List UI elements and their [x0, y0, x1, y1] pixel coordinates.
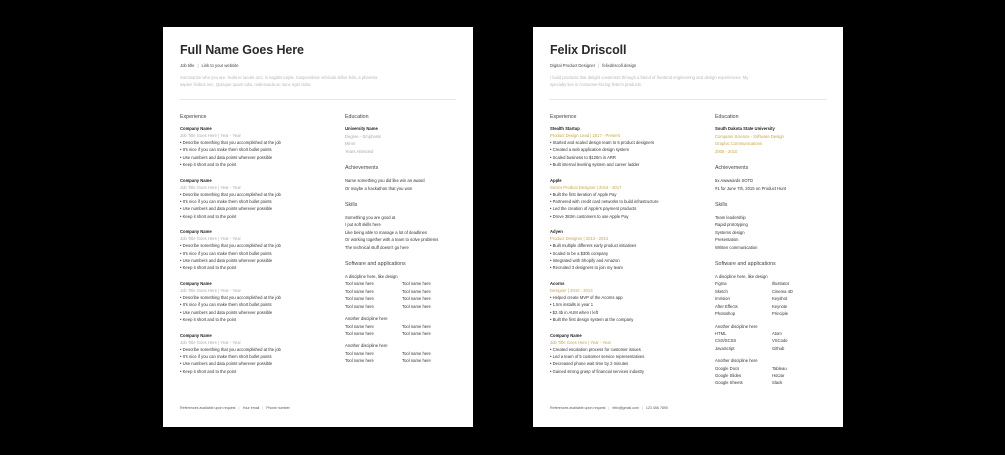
- tool-item: Tool name here: [345, 303, 374, 309]
- job-bullet: • Recruited 3 designers to join my team: [550, 265, 623, 271]
- company-name: Company Name: [180, 177, 212, 183]
- job-bullet: • 1.5m installs in year 1: [550, 302, 594, 308]
- job-bullet: • Keep it short and to the point: [180, 162, 237, 168]
- skill-item: Something you are good at: [345, 215, 396, 221]
- tool-item: Tool name here: [402, 323, 431, 329]
- company-name: Stealth Startup: [550, 126, 580, 131]
- tool-item: Keynote: [772, 303, 788, 309]
- years-attended: Years Attended: [345, 148, 374, 154]
- discipline-title: Another discipline here: [715, 358, 758, 364]
- discipline-title: Another discipline here: [715, 323, 758, 329]
- skill-item: Written communication: [715, 244, 758, 250]
- discipline-title: Another discipline here: [345, 343, 388, 349]
- job-entry: [550, 126, 705, 169]
- job-entry: [180, 178, 335, 221]
- tool-item: JavaScript: [715, 345, 735, 351]
- tool-item: Tool name here: [402, 296, 431, 302]
- tool-item: Tool name here: [345, 296, 374, 302]
- job-bullet: • Describe something that you accomplished at the job: [180, 243, 281, 249]
- job-bullet: • Led the creation of Apple's payment products: [550, 206, 637, 212]
- tool-item: Tool name here: [402, 281, 431, 287]
- job-bullet: • Integrated with Shopify and Amazon: [550, 258, 620, 264]
- summary: I build products that delight customers through a blend of frontend engineering and design experiences. My specialty lies in consumer-facing fintech products.: [550, 75, 749, 87]
- company-name: Adyen: [550, 229, 563, 235]
- spacer: [345, 192, 465, 202]
- company-name: Company Name: [550, 332, 582, 338]
- education-heading: Education: [715, 114, 739, 120]
- job-entry: [180, 229, 335, 272]
- tool-item: Photoshop: [715, 311, 736, 317]
- achievement-item: #1 for June 7th, 2015 on Product Hunt: [715, 185, 787, 191]
- skills-heading: Skills: [345, 202, 358, 209]
- job-bullet: • Scaled business to $120m in ARR: [550, 154, 616, 160]
- company-name: Company Name: [180, 332, 212, 338]
- company-name: Company Name: [180, 280, 212, 286]
- spacer: [345, 251, 465, 261]
- job-role: Senior Product Designer | 2014 - 2017: [550, 184, 622, 190]
- separator: |: [608, 406, 610, 410]
- job-bullet: • Partnered with credit card networks to build infrastructure: [550, 199, 659, 205]
- achievements-heading: Achievements: [345, 165, 379, 172]
- references-note: References available upon request: [550, 406, 606, 410]
- resume-header: [180, 43, 456, 88]
- tool-item: Cinema 4D: [772, 288, 793, 294]
- phone: 123 456 7890: [645, 406, 668, 410]
- job-role: Job Title Goes Here | Year - Year: [550, 339, 611, 345]
- job-title: Digital Product Designer: [550, 63, 596, 68]
- tool-item: Tool name here: [345, 281, 374, 287]
- full-name: Full Name Goes Here: [180, 43, 304, 57]
- job-role: Job Title Goes Here | Year - Year: [180, 133, 241, 138]
- separator: |: [641, 406, 643, 410]
- tool-item: Keyshot: [772, 296, 788, 302]
- company-name: Company Name: [180, 229, 212, 235]
- job-bullet: • Built the first iteration of Apple Pay: [550, 191, 617, 197]
- separator: |: [197, 63, 199, 68]
- education-entry: [715, 126, 835, 155]
- experience-heading: Experience: [550, 114, 577, 120]
- tool-item: Tool name here: [345, 288, 374, 294]
- skills-heading: Skills: [715, 202, 728, 209]
- job-bullet: • Use numbers and data points wherever possible: [180, 206, 273, 212]
- years-attended: 2005 - 2010: [715, 148, 738, 154]
- job-bullet: • Scaled to be a $30b company: [550, 250, 609, 256]
- job-role: Job Title Goes Here | Year - Year: [180, 339, 241, 345]
- job-entry: [180, 333, 335, 376]
- company-name: Apple: [550, 177, 562, 183]
- resume-footer: [180, 406, 290, 410]
- job-bullet: • Describe something that you accomplished at the job: [180, 191, 281, 197]
- tool-item: HTML: [715, 330, 727, 336]
- skill-item: Team leadership: [715, 215, 746, 221]
- spacer: [715, 192, 835, 202]
- minor: Minor: [345, 141, 356, 147]
- job-entry: [550, 178, 705, 221]
- separator: |: [238, 406, 240, 410]
- achievements-heading: Achievements: [715, 165, 749, 172]
- job-bullet: • $2.4b in AUM when I left: [550, 309, 599, 315]
- resume-footer: [550, 406, 668, 410]
- job-bullet: • Use numbers and data points wherever possible: [180, 258, 273, 264]
- job-bullet: • Keep it short and to the point: [180, 368, 237, 374]
- job-title: Job title: [180, 63, 195, 68]
- tool-item: Tool name here: [402, 358, 431, 364]
- education-heading: Education: [345, 114, 369, 120]
- job-bullet: • Describe something that you accomplished at the job: [180, 140, 281, 145]
- job-bullet: • Use numbers and data points wherever possible: [180, 154, 273, 160]
- achievement-item: 5x Awwwards SOTD: [715, 178, 754, 184]
- job-entry: [550, 333, 705, 376]
- job-bullet: • It's nice if you can make them short bullet points: [180, 353, 272, 359]
- discipline-title: A discipline here, like design: [715, 274, 768, 280]
- tool-item: InVision: [715, 296, 730, 302]
- tool-grid: [345, 350, 465, 365]
- school-name: University Name: [345, 126, 378, 131]
- degree: Computer Science - Software Design: [715, 134, 784, 139]
- experience-heading: Experience: [180, 114, 207, 120]
- job-bullet: • Use numbers and data points wherever possible: [180, 309, 273, 315]
- subtitle-line: [180, 63, 456, 68]
- separator: |: [262, 406, 264, 410]
- job-role: Product Design Lead | 2017 - Present: [550, 133, 620, 138]
- job-entry: [180, 126, 335, 169]
- job-bullet: • Started and scaled design team to 6 product designers: [550, 140, 655, 145]
- tool-item: After Effects: [715, 303, 738, 309]
- full-name: Felix Driscoll: [550, 43, 627, 57]
- job-bullet: • Describe something that you accomplished at the job: [180, 346, 281, 352]
- tool-item: Tableau: [772, 365, 787, 371]
- skill-item: Rapid prototyping: [715, 222, 748, 228]
- skill-item: Systems design: [715, 229, 745, 235]
- job-bullet: • Use numbers and data points wherever possible: [180, 361, 273, 367]
- job-entry: [180, 281, 335, 324]
- tool-item: Tool name here: [345, 323, 374, 329]
- tool-item: Google Slides: [715, 372, 742, 378]
- job-bullet: • Keep it short and to the point: [180, 317, 237, 323]
- tool-item: Tool name here: [345, 358, 374, 364]
- software-heading: Software and applications: [345, 261, 406, 268]
- tool-item: Google Sheets: [715, 380, 743, 386]
- tool-item: Tool name here: [402, 288, 431, 294]
- experience-column: [180, 114, 335, 384]
- website-link[interactable]: felixdriscoll.design: [602, 63, 637, 68]
- discipline-title: Another discipline here: [345, 316, 388, 322]
- tool-grid: [715, 280, 835, 317]
- references-note: References available upon request: [180, 406, 236, 410]
- summary: Summarize who you are. Nulla et iaculis orci, in sagittis turpis. Suspendisse vehicula tellus felis, a pharetra sapien finibus nec. Quisque quam odio, malesuada ac nunc eget dolor.: [180, 75, 378, 87]
- job-entry: [550, 281, 705, 324]
- tool-item: CSS/SCSS: [715, 338, 737, 344]
- spacer: [715, 155, 835, 165]
- divider: [180, 99, 456, 100]
- tool-item: Google Docs: [715, 365, 740, 371]
- tool-item: Tool name here: [402, 330, 431, 336]
- job-entry: [550, 229, 705, 272]
- job-bullet: • Gained strong grasp of financial services industry: [550, 368, 645, 374]
- job-bullet: • Keep it short and to the point: [180, 265, 237, 271]
- skill-item: The technical stuff doesn't go here: [345, 244, 409, 250]
- job-bullet: • It's nice if you can make them short bullet points: [180, 250, 272, 256]
- tool-grid: [715, 365, 835, 387]
- job-role: Product Designer | 2013 - 2014: [550, 236, 609, 242]
- job-role: Job Title Goes Here | Year - Year: [180, 287, 241, 293]
- job-bullet: • It's nice if you can make them short bullet points: [180, 147, 272, 153]
- tool-item: Tool name here: [402, 303, 431, 309]
- tool-item: Atom: [772, 330, 782, 336]
- divider: [550, 99, 826, 100]
- job-bullet: • Built multiple different early product initiatives: [550, 243, 637, 249]
- job-role: Job Title Goes Here | Year - Year: [180, 236, 241, 242]
- job-bullet: • Helped create MVP of the Acorns app: [550, 294, 623, 300]
- job-bullet: • Drove 383m customers to use Apple Pay: [550, 213, 629, 219]
- job-bullet: • Created escalation process for customer issues: [550, 346, 641, 352]
- side-column: [715, 114, 835, 387]
- job-bullet: • It's nice if you can make them short bullet points: [180, 199, 272, 205]
- skill-item: I put soft skills here: [345, 222, 381, 228]
- tool-item: Principle: [772, 311, 789, 317]
- discipline-title: A discipline here, like design: [345, 274, 398, 280]
- tool-item: Slack: [772, 380, 783, 386]
- tool-item: Tool name here: [345, 350, 374, 356]
- skill-item: Or working together with a team to solve problems: [345, 237, 439, 243]
- email: felix@gmail.com: [612, 406, 639, 410]
- side-column: [345, 114, 465, 365]
- company-name: Acorns: [550, 280, 565, 286]
- tool-item: VSCode: [772, 338, 788, 344]
- skill-item: Like being able to manage a lot of deadlines: [345, 229, 427, 235]
- tool-grid: [715, 330, 835, 352]
- website-link[interactable]: Link to your website: [201, 63, 239, 68]
- job-role: Job Title Goes Here | Year - Year: [180, 184, 241, 190]
- resume-header: [550, 43, 826, 88]
- subtitle-line: [550, 63, 826, 68]
- job-role: Designer | 2010 - 2013: [550, 287, 593, 293]
- job-bullet: • Created a web application design system: [550, 147, 629, 153]
- resume-example-page: [533, 27, 843, 427]
- phone: Phone number: [266, 406, 290, 410]
- job-bullet: • Decreased phone wait time by 2 minutes: [550, 361, 629, 367]
- tool-item: Github: [772, 345, 785, 351]
- job-bullet: • It's nice if you can make them short bullet points: [180, 302, 272, 308]
- school-name: South Dakota State University: [715, 126, 775, 131]
- spacer: [345, 155, 465, 165]
- job-bullet: • Keep it short and to the point: [180, 213, 237, 219]
- achievement-item: Or maybe a hackathon that you won: [345, 185, 413, 191]
- job-bullet: • Led a team of 5 customer service representatives: [550, 353, 645, 359]
- job-bullet: • Describe something that you accomplished at the job: [180, 294, 281, 300]
- email: Your email: [242, 406, 260, 410]
- experience-column: [550, 114, 705, 384]
- separator: |: [598, 63, 600, 68]
- minor: Graphic Communications: [715, 141, 763, 147]
- education-entry: [345, 126, 465, 155]
- tool-grid: [345, 323, 465, 338]
- tool-item: Tool name here: [402, 350, 431, 356]
- degree: Degree - Emphasis: [345, 134, 381, 139]
- company-name: Company Name: [180, 126, 212, 131]
- job-bullet: • Built internal leveling system and career ladder: [550, 162, 640, 168]
- tool-item: Tool name here: [345, 330, 374, 336]
- software-heading: Software and applications: [715, 261, 776, 268]
- resume-template-page: [163, 27, 473, 427]
- job-bullet: • Built the first design system at the company: [550, 317, 634, 323]
- spacer: [715, 251, 835, 261]
- tool-item: HotJar: [772, 372, 785, 378]
- tool-item: Sketch: [715, 288, 728, 294]
- tool-item: Illustrator: [772, 281, 790, 287]
- achievement-item: Name something you did like win an award: [345, 178, 425, 184]
- tool-grid: [345, 280, 465, 310]
- skill-item: Presentation: [715, 237, 739, 243]
- tool-item: Figma: [715, 281, 727, 287]
